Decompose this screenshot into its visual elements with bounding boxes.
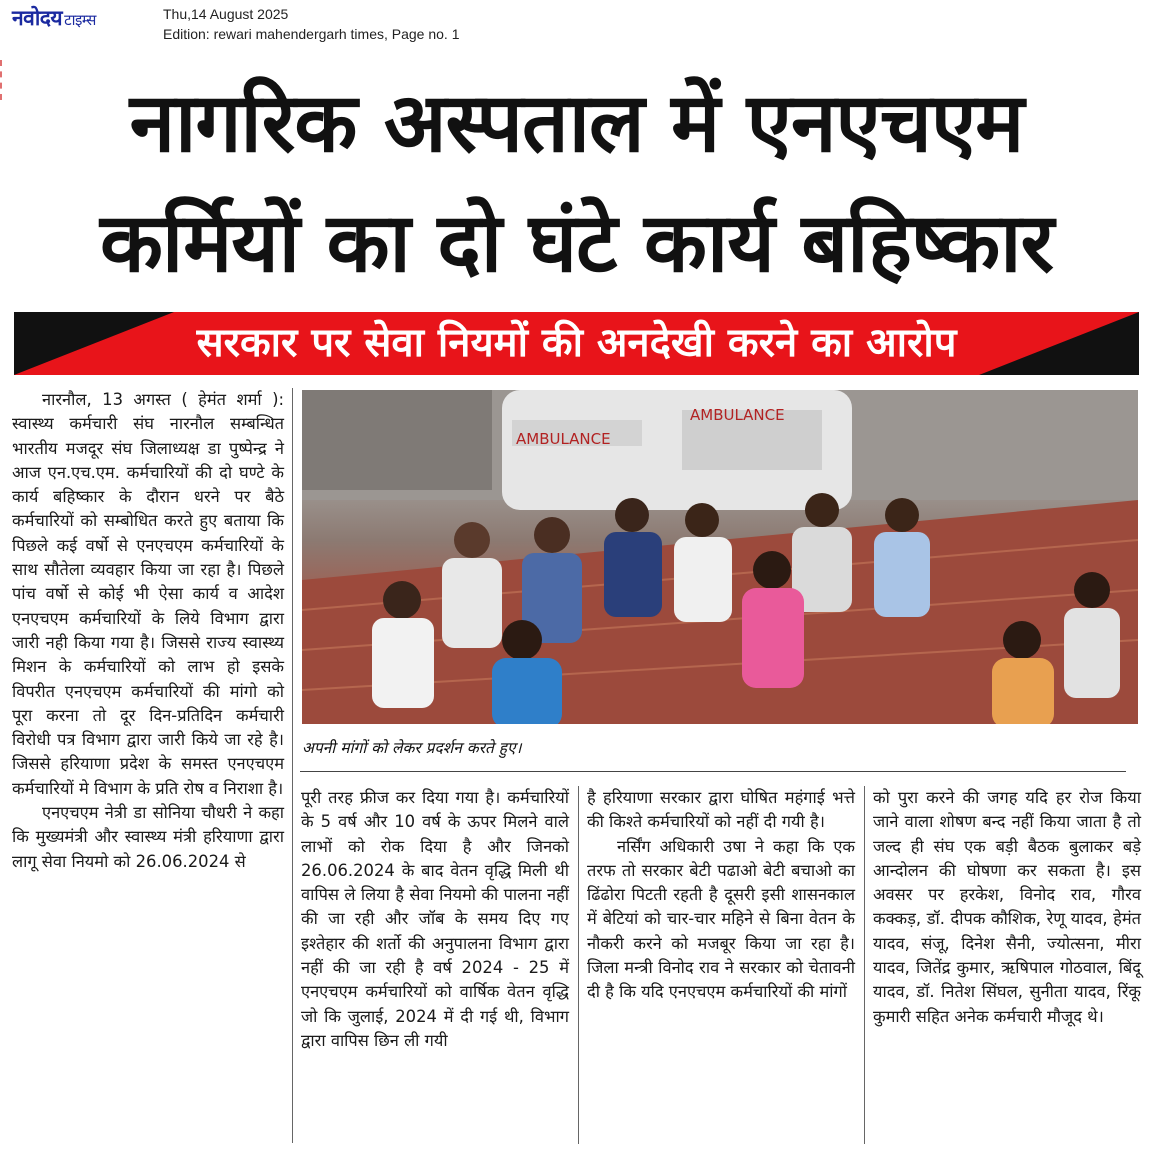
ambulance-sign: AMBULANCE (516, 430, 611, 448)
headline-line-2: कर्मियों का दो घंटे कार्य बहिष्कार (99, 196, 1053, 291)
page-header (0, 0, 1153, 60)
ambulance-sign: AMBULANCE (690, 406, 785, 424)
column-divider (578, 786, 579, 1144)
article-column-1 (12, 388, 284, 874)
edition-info: Edition: rewari mahendergarh times, Page no. 1 (163, 26, 460, 42)
protest-photo (302, 390, 1138, 724)
article-paragraph: नर्सिंग अधिकारी उषा ने कहा कि एक तरफ तो सरकार बेटी पढाओ बेटी बचाओ का ढिंढोरा पिटती रहती है दूसरी इसी शासनकाल में बेटियां को चार-चार महिने से बिना वेतन के नौकरी करने को मजबूर किया जा रहा है। जिला मन्त्री विनोद राव ने सरकार को चेतावनी दी है कि यदि एनएचएम कर्मचारियों की मांगों (587, 836, 855, 1002)
column-divider (864, 786, 865, 1144)
edition-date: Thu,14 August 2025 (163, 6, 289, 22)
article-paragraph: नारनौल, 13 अगस्त ( हेमंत शर्मा ): स्वास्थ्य कर्मचारी संघ नारनौल सम्बन्धित भारतीय मजदूर संघ जिलाध्यक्ष डा पुष्पेन्द्र ने आज एन.एच.एम. कर्मचारियों की दो घण्टे के कार्य बहिष्कार के दौरान धरने पर बैठे कर्मचारियों को सम्बोधित करते हुए बताया कि पिछले कई वर्षो से एनएचएम कर्मचारियों के साथ सौतेला व्यवहार किया जा रहा है। पिछले पांच वर्षो से कोई भी ऐसा कार्य व आदेश एनएचएम कर्मचारियों के लिये विभाग द्वारा जारी नही किया गया है। जिससे राज्य स्वास्थ्य मिशन के कर्मचारियों को लाभ हो इसके विपरीत एनएचएम कर्मचारियों की मांगो को पूरा करना तो दूर दिन-प्रतिदिन कर्मचारी विरोधी पत्र विभाग द्वारा जारी किये जा रहे है। जिससे हरियाणा प्रदेश के समस्त एनएचएम कर्मचारियों मे विभाग के प्रति रोष व निराशा है। (12, 390, 284, 798)
photo-caption: अपनी मांगों को लेकर प्रदर्शन करते हुए। (302, 739, 522, 757)
headline-line-1: नागरिक अस्पताल में एनएचएम (129, 76, 1024, 171)
subheadline: सरकार पर सेवा नियमों की अनदेखी करने का आरोप (196, 320, 957, 366)
edition-meta (163, 4, 460, 44)
logo-sub: टाइम्स (64, 11, 96, 29)
protest-photo-illustration (302, 390, 1138, 724)
column-divider (292, 388, 293, 1143)
article-column-2 (301, 786, 569, 1053)
article-paragraph: पूरी तरह फ्रीज कर दिया गया है। कर्मचारियों के 5 वर्ष और 10 वर्ष के ऊपर मिलने वाले लाभों को रोक दिया है और जिनको 26.06.2024 के बाद वेतन वृद्धि मिली थी वापिस ले लिया है सेवा नियमो की पालना नहीं की जा रही और जॉब के समय दिए गए इश्तेहार की शर्तो की अनुपालना विभाग द्वारा नहीं की जा रही है वर्ष 2024 - 25 में एनएचएम कर्मचारियों को वार्षिक वेतन वृद्धि जो कि जुलाई, 2024 में दी गई थी, विभाग द्वारा वापिस छिन ली गयी (301, 788, 569, 1050)
article-paragraph: को पुरा करने की जगह यदि हर रोज किया जाने वाला शोषण बन्द नहीं किया जाता है तो जल्द ही संघ एक बड़ी बैठक बुलाकर बड़े आन्दोलन की घोषणा कर सकता है। इस अवसर पर हरकेश, विनोद राव, गौरव कक्कड़, डॉ. दीपक कौशिक, रेणू यादव, हेमंत यादव, संजू, दिनेश सैनी, ज्योत्सना, मीरा यादव, जितेंद्र कुमार, ऋषिपाल गोठवाल, बिंदू यादव, डॉ. नितेश सिंघल, सुनीता यादव, रिंकू कुमारी सहित अनेक कर्मचारी मौजूद थे। (873, 788, 1141, 1026)
newspaper-logo (12, 4, 96, 32)
subheadline-banner (14, 312, 1139, 375)
logo-main: नवोदय (12, 6, 63, 30)
article-column-4 (873, 786, 1141, 1029)
article-paragraph: एनएचएम नेत्री डा सोनिया चौधरी ने कहा कि मुख्यमंत्री और स्वास्थ्य मंत्री हरियाणा द्वारा लागू सेवा नियमो को 26.06.2024 से (12, 803, 284, 871)
article-column-3 (587, 786, 855, 1005)
article-paragraph: है हरियाणा सरकार द्वारा घोषित महंगाई भत्ते की किश्ते कर्मचारियों को नहीं दी गयी है। (587, 788, 855, 832)
caption-divider (300, 771, 1126, 772)
